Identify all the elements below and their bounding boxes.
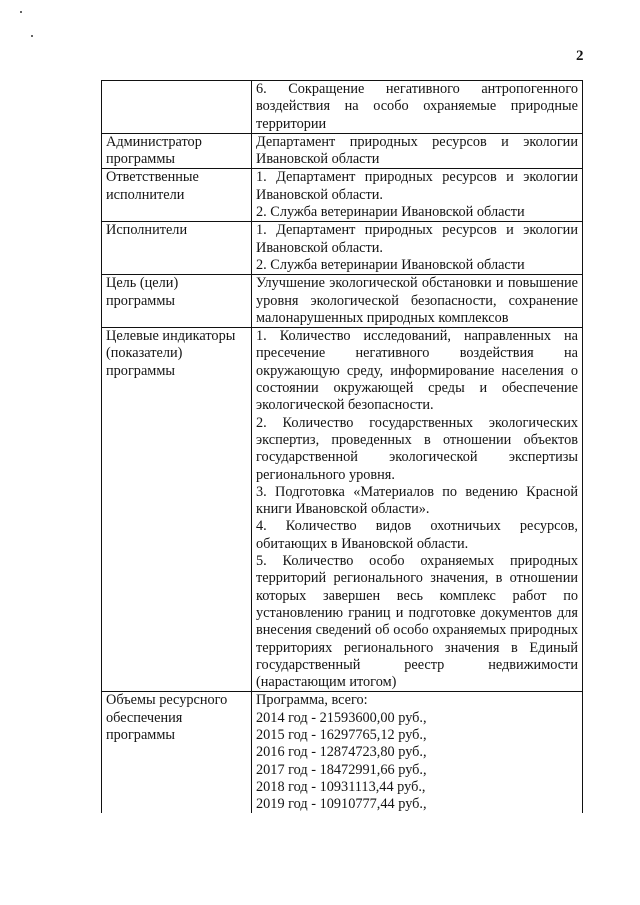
content-paragraph: 2. Служба ветеринарии Ивановской области [256,256,525,273]
row-label-administrator: Администратор программы [102,133,252,169]
content-paragraph: 1. Департамент природных ресурсов и экологии Ивановской области. [256,222,578,256]
content-paragraph: 2018 год - 10931113,44 руб., [256,778,426,795]
content-paragraph: 2. Служба ветеринарии Ивановской области [256,204,525,221]
content-paragraph: 2015 год - 16297765,12 руб., [256,726,427,743]
program-passport-table [101,80,583,813]
row-label [102,81,252,134]
page-number: 2 [576,48,584,64]
content-paragraph: Улучшение экологической обстановки и повышение уровня экологической безопасности, сохранение малонарушенных природных комплексов [256,275,578,326]
table-row [102,222,583,275]
row-label-executors: Исполнители [102,222,252,275]
content-paragraph: 2. Количество государственных экологических экспертиз, проведенных в отношении объектов государственной экологической экспертизы регионального уровня. [256,414,578,483]
row-content [252,328,583,692]
row-content [252,81,583,134]
table-row [102,133,583,169]
row-label-goals: Цель (цели) программы [102,275,252,328]
content-paragraph: Программа, всего: [256,692,368,709]
scan-speck [31,35,33,37]
content-paragraph: 3. Подготовка «Материалов по ведению Красной книги Ивановской области». [256,483,578,518]
table-row [102,692,583,814]
row-content [252,692,583,814]
row-content [252,133,583,169]
content-paragraph: 4. Количество видов охотничьих ресурсов, обитающих в Ивановской области. [256,518,578,552]
row-content [252,275,583,328]
table-row [102,328,583,692]
row-content [252,222,583,275]
row-label-responsible: Ответственные исполнители [102,169,252,222]
scan-speck [20,11,22,13]
row-label-funding: Объемы ресурсного обеспечения программы [102,692,252,814]
content-paragraph: 2014 год - 21593600,00 руб., [256,709,427,726]
content-paragraph: 2016 год - 12874723,80 руб., [256,744,427,761]
content-paragraph: 6. Сокращение негативного антропогенного воздействия на особо охраняемые природные территории [256,81,578,132]
content-paragraph: 2019 год - 10910777,44 руб., [256,796,427,813]
content-paragraph: 2017 год - 18472991,66 руб., [256,761,427,778]
row-label-indicators: Целевые индикаторы (показатели) программы [102,328,252,692]
table-row [102,169,583,222]
content-paragraph: 1. Количество исследований, направленных на пресечение негативного воздействия на окружающую среду, информирование населения о состоянии окружающей среды и обеспечение экологической безопасности. [256,328,578,414]
table-row [102,275,583,328]
content-paragraph: 5. Количество особо охраняемых природных территорий регионального значения, в отношении которых завершен весь комплекс работ по установлению границ и подготовке документов для внесения сведений об особо охраняемых природных территориях регионального значения в Единый государственный реестр недвижимости (нарастающим итогом) [256,553,578,691]
content-paragraph: 1. Департамент природных ресурсов и экологии Ивановской области. [256,169,578,203]
table-row [102,81,583,134]
row-content [252,169,583,222]
content-paragraph: Департамент природных ресурсов и экологии Ивановской области [256,133,578,168]
